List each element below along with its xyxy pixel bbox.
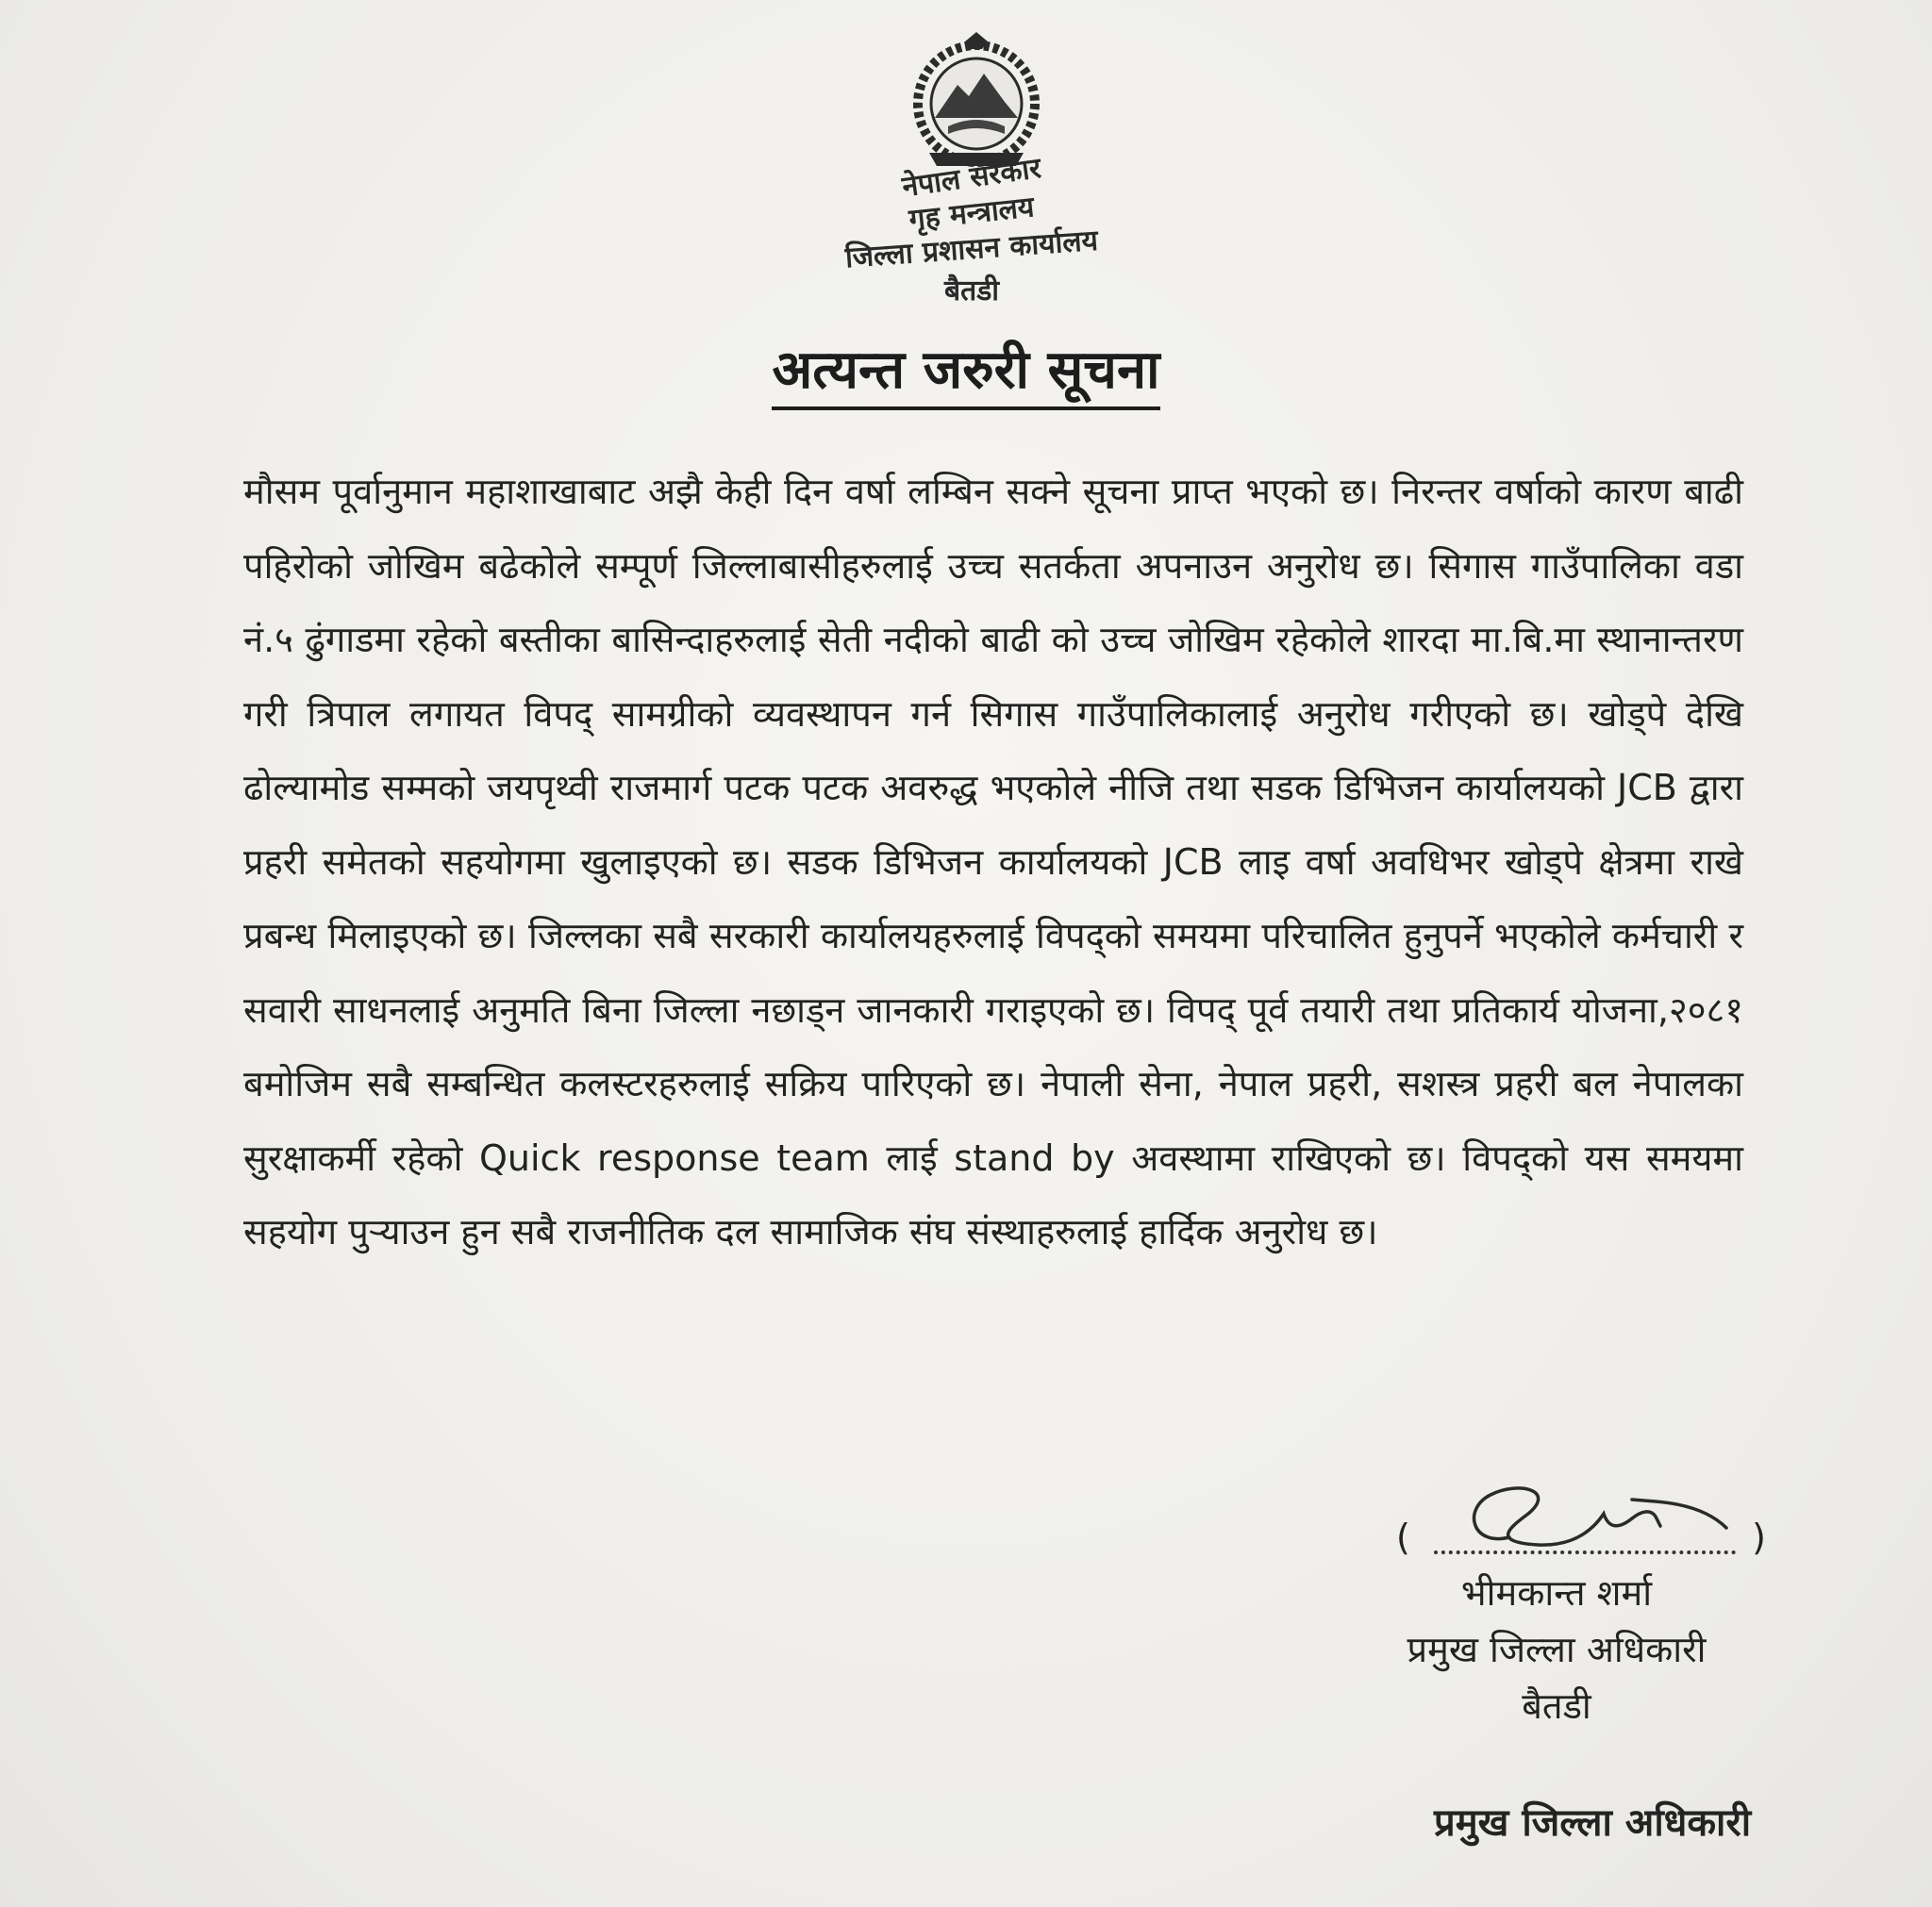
notice-title-text: अत्यन्त जरुरी सूचना bbox=[772, 340, 1159, 410]
office-line-ministry: गृह मन्त्रालय bbox=[907, 191, 1036, 237]
office-line-district-office: जिल्ला प्रशासन कार्यालय bbox=[843, 224, 1100, 275]
signature-close-paren: ) bbox=[1752, 1517, 1766, 1558]
signature-open-paren: ( bbox=[1396, 1517, 1410, 1558]
signatory-title: प्रमुख जिल्ला अधिकारी bbox=[1407, 1629, 1707, 1670]
signature-block bbox=[1340, 1471, 1774, 1734]
signature-row bbox=[1340, 1471, 1774, 1561]
office-line-government: नेपाल सरकार bbox=[900, 151, 1043, 205]
office-header bbox=[811, 151, 1132, 309]
notice-body: मौसम पूर्वानुमान महाशाखाबाट अझै केही दिन वर्षा लम्बिन सक्ने सूचना प्राप्त भएको छ। निरन्तर वर्षाको कारण बाढी पहिरोको जोखिम बढेकोले सम्पूर्ण जिल्लाबासीहरुलाई उच्च सतर्कता अपनाउन अनुरोध छ। सिगास गाउँपालिका वडा नं.५ ढुंगाडमा रहेको बस्तीका बासिन्दाहरुलाई सेती नदीको बाढी को उच्च जोखिम रहेकोले शारदा मा.बि.मा स्थानान्तरण गरी त्रिपाल लगायत विपद् सामग्रीको व्यवस्थापन गर्न सिगास गाउँपालिकालाई अनुरोध गरीएको छ। खोड्पे देखि ढोल्यामोड सम्मको जयपृथ्वी राजमार्ग पटक पटक अवरुद्ध भएकोले नीजि तथा सडक डिभिजन कार्यालयको JCB द्वारा प्रहरी समेतको सहयोगमा खुलाइएको छ। सडक डिभिजन कार्यालयको JCB लाइ वर्षा अवधिभर खोड्पे क्षेत्रमा राखे प्रबन्ध मिलाइएको छ। जिल्लका सबै सरकारी कार्यालयहरुलाई विपद्को समयमा परिचालित हुनुपर्ने भएकोले कर्मचारी र सवारी साधनलाई अनुमति बिना जिल्ला नछाड्न जानकारी गराइएको छ। विपद् पूर्व तयारी तथा प्रतिकार्य योजना,२०८१ बमोजिम सबै सम्बन्धित कलस्टरहरुलाई सक्रिय पारिएको छ। नेपाली सेना, नेपाल प्रहरी, सशस्त्र प्रहरी बल नेपालका सुरक्षाकर्मी रहेको Quick response team लाई stand by अवस्थामा राखिएको छ। विपद्को यस समयमा सहयोग पुऱ्याउन हुन सबै राजनीतिक दल सामाजिक संघ संस्थाहरुलाई हार्दिक अनुरोध छ। bbox=[243, 471, 1743, 1252]
office-line-district: बैतडी bbox=[943, 274, 1000, 307]
official-stamp: प्रमुख जिल्ला अधिकारी bbox=[1434, 1801, 1752, 1845]
signatory-name: भीमकान्त शर्मा bbox=[1460, 1572, 1653, 1614]
handwritten-signature bbox=[1453, 1471, 1736, 1561]
signatory-place: बैतडी bbox=[1522, 1685, 1591, 1727]
notice-title bbox=[0, 332, 1932, 404]
